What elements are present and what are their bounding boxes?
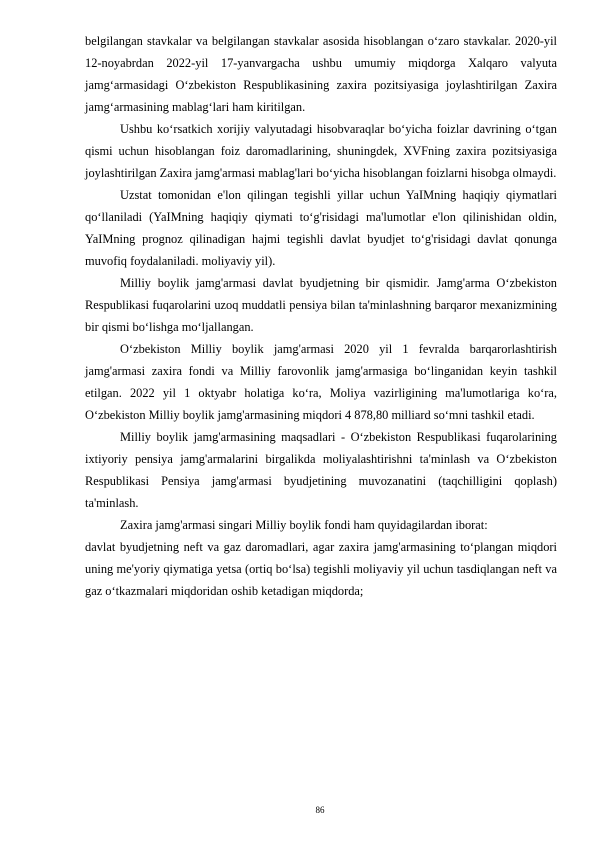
paragraph-7: Zaxira jamg'armasi singari Milliy boylik fondi ham quyidagilardan iborat: — [120, 518, 488, 532]
paragraph-8: davlat byudjetning neft va gaz daromadlari, agar zaxira jamg'armasining to‘plangan miqdori uning me'yoriy qiymatiga yetsa (ortiq bo‘lsa) tegishli moliyaviy yil uchun tasdiqlangan neft va gaz o‘tkazmalari miqdoridan oshib ketadigan miqdorda; — [85, 540, 557, 598]
paragraph-2: Ushbu ko‘rsatkich xorijiy valyutadagi hisobvaraqlar bo‘yicha foizlar davrining o‘tgan qismi uchun hisoblangan foiz daromadlarining, shuningdek, XVFning zaxira pozitsiyasiga joylashtirilgan Zaxira jamg'armasi mablag'lari bo‘yicha hisoblangan foizlarni hisobga olmaydi. — [85, 122, 557, 180]
paragraph-5: O‘zbekiston Milliy boylik jamg'armasi 2020 yil 1 fevralda barqarorlashtirish jamg'armasi zaxira fondi va Milliy farovonlik jamg'armasiga bo‘linganidan keyin tashkil etilgan. 2022 yil 1 oktyabr holatiga ko‘ra, Moliya vazirligining ma'lumotlariga ko‘ra, O‘zbekiston Milliy boylik jamg'armasining miqdori 4 878,80 milliard so‘mni tashkil etadi. — [85, 342, 557, 422]
paragraph-4: Milliy boylik jamg'armasi davlat byudjetning bir qismidir. Jamg'arma O‘zbekiston Respublikasi fuqarolarini uzoq muddatli pensiya bilan ta'minlashning barqaror mexanizmining bir qismi bo‘lishga mo‘ljallangan. — [85, 276, 557, 334]
paragraph-3: Uzstat tomonidan e'lon qilingan tegishli yillar uchun YaIMning haqiqiy qiymatlari qo‘llaniladi (YaIMning haqiqiy qiymati to‘g'risidagi ma'lumotlar e'lon qilinishidan oldin, YaIMning prognoz qilinadigan hajmi tegishli davlat byudjet to‘g'risidagi davlat qonunga muvofiq foydalaniladi. moliyaviy yil). — [85, 188, 557, 268]
body-text — [85, 30, 557, 602]
paragraph-6: Milliy boylik jamg'armasining maqsadlari - O‘zbekiston Respublikasi fuqarolarining ixtiyoriy pensiya jamg'armalarini birgalikda moliyalashtirishni ta'minlash va O‘zbekiston Respublikasi Pensiya jamg'armasi byudjetining muvozanatini (taqchilligini qoplash) ta'minlash. — [85, 430, 557, 510]
page-number: 86 — [315, 805, 325, 815]
paragraph-1: belgilangan stavkalar va belgilangan stavkalar asosida hisoblangan o‘zaro stavkalar. 2020-yil 12-noyabrdan 2022-yil 17-yanvargacha ushbu umumiy miqdorga Xalqaro valyuta jamg‘armasidagi O‘zbekiston Respublikasining zaxira pozitsiyasiga joylashtirilgan Zaxira jamg‘armasining mablag‘lari ham kiritilgan. — [85, 34, 557, 114]
